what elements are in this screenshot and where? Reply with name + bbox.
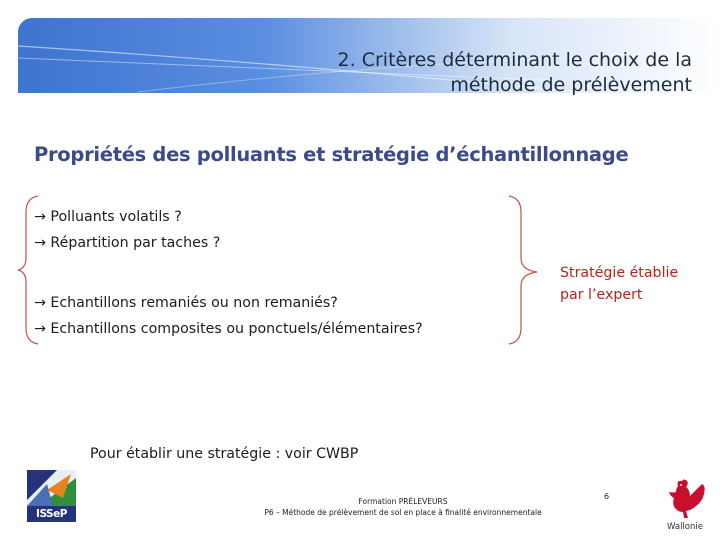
bullet-list-1 xyxy=(34,204,220,256)
section-heading: Propriétés des polluants et stratégie d’échantillonnage xyxy=(34,143,629,166)
header-banner xyxy=(18,18,720,96)
strategy-note-line1: Stratégie établie xyxy=(560,265,679,281)
footer xyxy=(238,496,568,518)
right-brace xyxy=(505,194,545,346)
bullet-remanied-samples: → Echantillons remaniés ou non remaniés? xyxy=(34,295,338,311)
slide-title xyxy=(272,48,692,98)
slide-title-line1: 2. Critères déterminant le choix de la xyxy=(337,49,692,71)
footer-line1: Formation PRÉLEVEURS xyxy=(358,497,448,506)
wallonie-rooster-icon xyxy=(664,478,708,520)
bullet-list-2 xyxy=(34,290,423,342)
strategy-note xyxy=(560,262,710,306)
strategy-note-line2: par l’expert xyxy=(560,287,643,303)
issep-logo-text: ISSeP xyxy=(27,506,76,522)
footer-line2: P6 – Méthode de prélèvement de sol en place à finalité environnementale xyxy=(264,508,542,517)
cwbp-note: Pour établir une stratégie : voir CWBP xyxy=(90,446,359,462)
bullet-patch-distribution: → Répartition par taches ? xyxy=(34,235,221,251)
slide-title-line2: méthode de prélèvement xyxy=(450,74,692,96)
wallonie-logo-text: Wallonie xyxy=(667,522,703,532)
bullet-composite-samples: → Echantillons composites ou ponctuels/élémentaires? xyxy=(34,321,423,337)
bullet-volatile-pollutants: → Polluants volatils ? xyxy=(34,209,182,225)
page-number: 6 xyxy=(604,492,610,501)
